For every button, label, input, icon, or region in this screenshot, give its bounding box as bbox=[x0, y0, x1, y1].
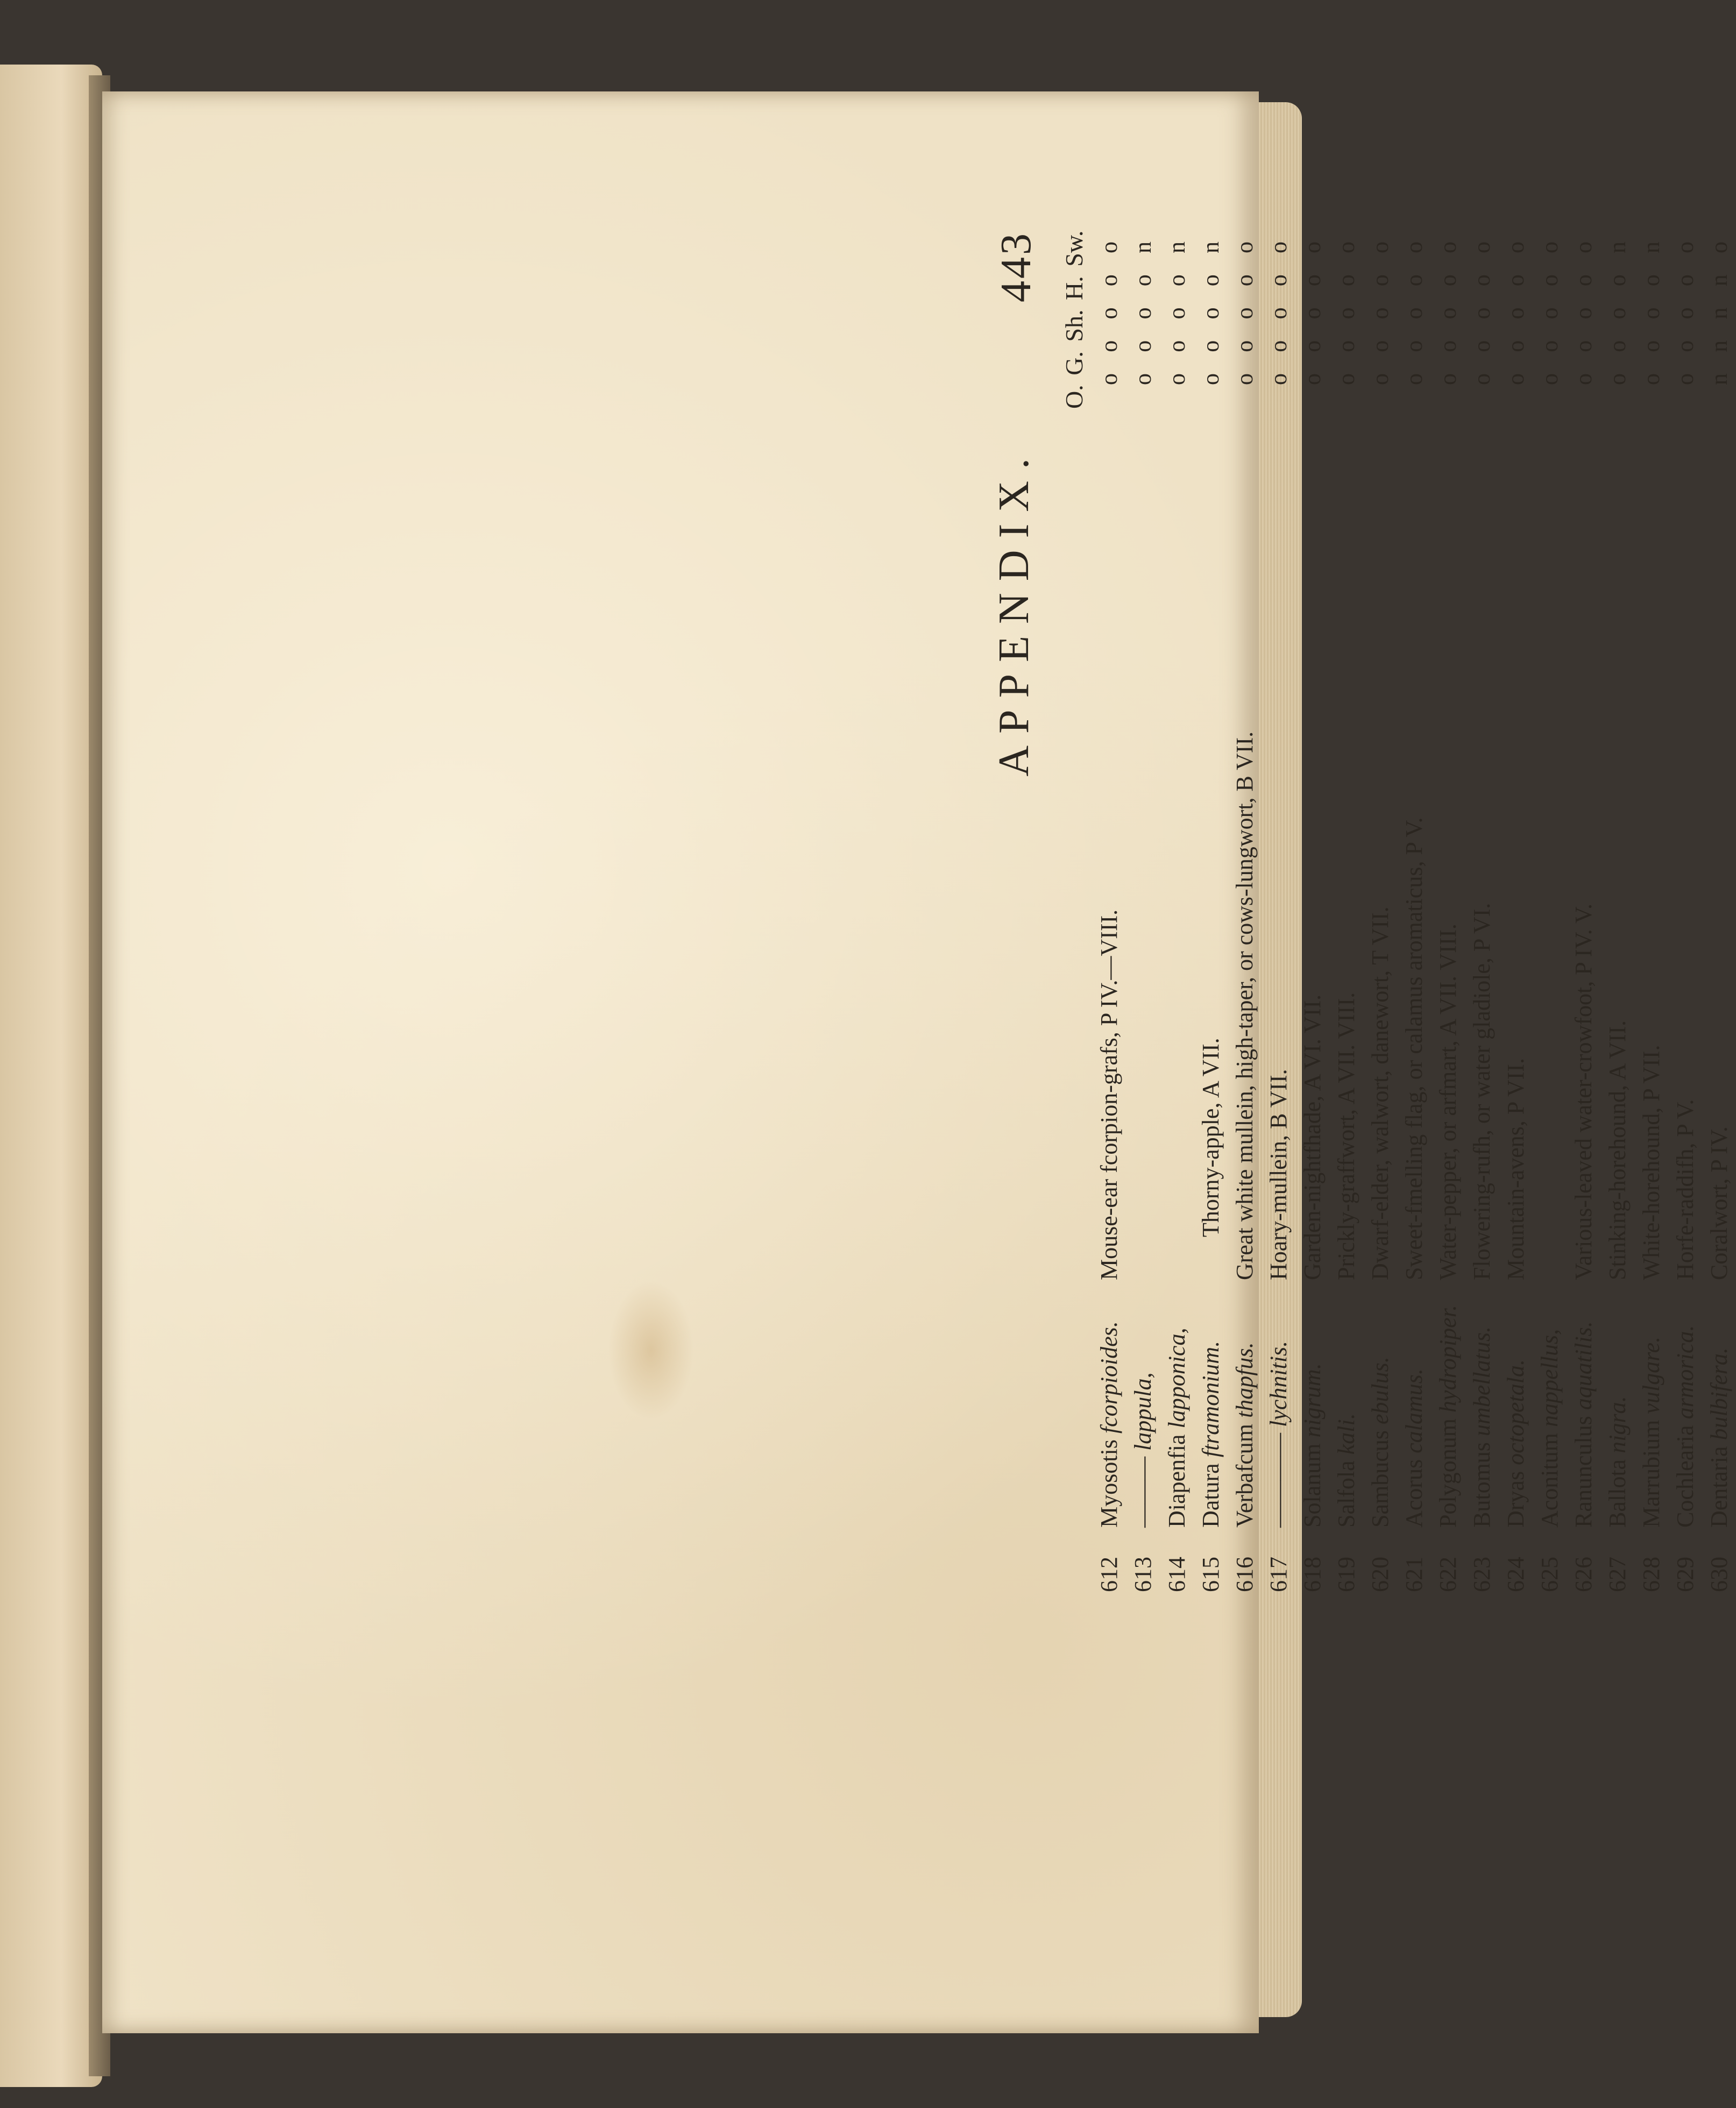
region-mark: o bbox=[1401, 274, 1427, 287]
english-name: Mouse-ear fcorpion-grafs, P IV.—VIII. bbox=[1096, 909, 1122, 1280]
region-mark: o bbox=[1503, 274, 1529, 287]
entry-number: 618 bbox=[1299, 1557, 1326, 1592]
region-mark: o bbox=[1503, 307, 1529, 320]
table-row bbox=[1262, 231, 1295, 1592]
region-marks bbox=[1668, 231, 1702, 395]
species-name: octopetala. bbox=[1503, 1359, 1529, 1465]
species-name: ebulus. bbox=[1367, 1357, 1393, 1425]
region-mark: o bbox=[1469, 307, 1495, 320]
region-mark: o bbox=[1570, 274, 1597, 287]
species-name: lappula, bbox=[1130, 1372, 1156, 1451]
region-mark: o bbox=[1401, 307, 1427, 320]
entry-number: 614 bbox=[1164, 1557, 1190, 1592]
genus-name: Ballota bbox=[1604, 1459, 1631, 1528]
english-name: Dwarf-elder, walwort, danewort, T VII. bbox=[1367, 906, 1393, 1280]
region-marks bbox=[1465, 231, 1499, 395]
english-name: Mountain-avens, P VII. bbox=[1503, 1057, 1529, 1280]
region-marks bbox=[1194, 231, 1228, 395]
latin-name bbox=[1397, 1368, 1431, 1528]
region-mark: o bbox=[1265, 274, 1292, 287]
region-mark: o bbox=[1164, 307, 1190, 320]
entry-number: 619 bbox=[1333, 1557, 1359, 1592]
region-mark: o bbox=[1096, 307, 1122, 320]
running-header bbox=[984, 231, 1049, 1592]
region-marks bbox=[1702, 231, 1736, 395]
table-row bbox=[1431, 231, 1465, 1592]
entry-number: 612 bbox=[1096, 1557, 1122, 1592]
region-mark: o bbox=[1130, 307, 1156, 320]
species-name: nappellus, bbox=[1536, 1329, 1563, 1428]
region-mark: o bbox=[1503, 340, 1529, 352]
species-name: umbellatus. bbox=[1469, 1326, 1495, 1437]
region-mark: o bbox=[1367, 274, 1393, 287]
entry-number: 624 bbox=[1503, 1557, 1529, 1592]
region-mark: n bbox=[1706, 373, 1732, 385]
english-name: Hoary-mullein, B VII. bbox=[1265, 1069, 1292, 1280]
latin-name bbox=[1160, 1328, 1194, 1528]
entry-number: 615 bbox=[1198, 1557, 1224, 1592]
region-mark: o bbox=[1333, 274, 1359, 287]
region-mark: o bbox=[1435, 373, 1461, 385]
latin-name bbox=[1533, 1329, 1567, 1528]
page-number: 443 bbox=[993, 231, 1040, 302]
genus-name: Butomus bbox=[1469, 1442, 1495, 1528]
region-mark: n bbox=[1130, 242, 1156, 253]
genus-name: Polygonum bbox=[1435, 1418, 1461, 1528]
entry-number: 629 bbox=[1672, 1557, 1698, 1592]
region-mark: o bbox=[1536, 274, 1563, 287]
latin-name bbox=[1228, 1342, 1262, 1528]
region-mark: o bbox=[1401, 242, 1427, 253]
region-mark: o bbox=[1265, 242, 1292, 253]
region-marks bbox=[1567, 231, 1600, 395]
species-name: ftramonium. bbox=[1198, 1340, 1224, 1458]
region-marks bbox=[1295, 231, 1329, 395]
table-row bbox=[1702, 231, 1736, 1592]
table-row bbox=[1397, 231, 1431, 1592]
region-mark: o bbox=[1638, 307, 1664, 320]
species-name: thapfus. bbox=[1231, 1342, 1258, 1418]
english-name: White-horehound, P VII. bbox=[1638, 1045, 1664, 1280]
genus-name: Aconitum bbox=[1536, 1433, 1563, 1528]
latin-name bbox=[1567, 1321, 1600, 1528]
english-name: Horfe-raddifh, P V. bbox=[1672, 1099, 1698, 1280]
genus-name: Ranunculus bbox=[1570, 1416, 1597, 1528]
table-row bbox=[1567, 231, 1600, 1592]
region-mark: o bbox=[1231, 274, 1258, 287]
region-marks bbox=[1431, 231, 1465, 395]
region-mark: o bbox=[1333, 242, 1359, 253]
english-name: Garden-nightfhade, A VI. VII. bbox=[1299, 994, 1326, 1280]
latin-name bbox=[1262, 1341, 1295, 1528]
facing-page-edge bbox=[0, 65, 102, 2087]
region-mark: o bbox=[1435, 274, 1461, 287]
species-name: kali. bbox=[1333, 1413, 1359, 1455]
entry-number: 620 bbox=[1367, 1557, 1393, 1592]
region-marks bbox=[1329, 231, 1363, 395]
species-name: lychnitis. bbox=[1265, 1340, 1292, 1427]
region-mark: n bbox=[1706, 307, 1732, 320]
region-mark: o bbox=[1164, 373, 1190, 385]
table-row bbox=[1329, 231, 1363, 1592]
running-title: APPENDIX. bbox=[990, 446, 1038, 777]
region-mark: o bbox=[1536, 242, 1563, 253]
region-marks bbox=[1499, 231, 1533, 395]
entry-number: 621 bbox=[1401, 1557, 1427, 1592]
species-name: armorica. bbox=[1672, 1325, 1698, 1419]
region-mark: n bbox=[1706, 340, 1732, 352]
region-mark: o bbox=[1198, 340, 1224, 352]
table-row bbox=[1160, 231, 1194, 1592]
region-mark: o bbox=[1231, 373, 1258, 385]
region-marks bbox=[1092, 231, 1126, 395]
region-mark: o bbox=[1164, 274, 1190, 287]
region-mark: o bbox=[1265, 373, 1292, 385]
english-name: Coralwort, P IV. bbox=[1706, 1126, 1732, 1280]
region-mark: o bbox=[1672, 340, 1698, 352]
rotated-text-block bbox=[984, 230, 1732, 1592]
english-name: Great white mullein, high-taper, or cows-lungwort, B VII. bbox=[1231, 731, 1258, 1280]
table-row bbox=[1668, 231, 1702, 1592]
genus-name: Acorus bbox=[1401, 1459, 1427, 1528]
species-name: nigrum. bbox=[1299, 1363, 1326, 1438]
english-name: Flowering-rufh, or water gladiole, P VI. bbox=[1469, 903, 1495, 1280]
species-name: lapponica, bbox=[1164, 1328, 1190, 1429]
species-name: fcorpioides. bbox=[1096, 1321, 1122, 1434]
english-name: Sweet-fmelling flag, or calamus aromaticus, P V. bbox=[1401, 817, 1427, 1280]
region-mark: o bbox=[1638, 373, 1664, 385]
region-mark: o bbox=[1604, 274, 1631, 287]
region-mark: o bbox=[1469, 340, 1495, 352]
genus-name: ———— bbox=[1265, 1433, 1292, 1528]
region-mark: o bbox=[1367, 307, 1393, 320]
region-mark: o bbox=[1096, 274, 1122, 287]
region-mark: o bbox=[1164, 340, 1190, 352]
genus-name: Datura bbox=[1198, 1463, 1224, 1528]
genus-name: Marrubium bbox=[1638, 1419, 1664, 1528]
table-row bbox=[1295, 231, 1329, 1592]
region-mark: o bbox=[1672, 242, 1698, 253]
entry-number: 613 bbox=[1130, 1557, 1156, 1592]
table-row bbox=[1600, 231, 1634, 1592]
latin-name bbox=[1668, 1325, 1702, 1528]
region-mark: o bbox=[1367, 373, 1393, 385]
region-mark: o bbox=[1536, 307, 1563, 320]
region-mark: o bbox=[1672, 373, 1698, 385]
genus-name: Myosotis bbox=[1096, 1439, 1122, 1528]
region-mark: o bbox=[1367, 340, 1393, 352]
region-mark: n bbox=[1198, 242, 1224, 253]
latin-name bbox=[1363, 1357, 1397, 1528]
region-mark: o bbox=[1672, 307, 1698, 320]
genus-name: Cochlearia bbox=[1672, 1425, 1698, 1528]
region-mark: o bbox=[1401, 340, 1427, 352]
region-marks bbox=[1533, 231, 1567, 395]
region-mark: o bbox=[1265, 307, 1292, 320]
region-mark: o bbox=[1198, 307, 1224, 320]
plant-list bbox=[1092, 231, 1736, 1592]
species-name: bulbifera. bbox=[1706, 1347, 1732, 1440]
region-mark: o bbox=[1333, 340, 1359, 352]
region-mark: o bbox=[1299, 373, 1326, 385]
region-mark: o bbox=[1435, 307, 1461, 320]
region-mark: o bbox=[1299, 242, 1326, 253]
region-mark: o bbox=[1096, 242, 1122, 253]
region-mark: o bbox=[1096, 340, 1122, 352]
entry-number: 622 bbox=[1435, 1557, 1461, 1592]
genus-name: Verbafcum bbox=[1231, 1423, 1258, 1528]
region-mark: o bbox=[1299, 340, 1326, 352]
region-mark: o bbox=[1469, 242, 1495, 253]
region-marks bbox=[1262, 231, 1295, 395]
entry-number: 627 bbox=[1604, 1557, 1631, 1592]
genus-name: Solanum bbox=[1299, 1443, 1326, 1528]
latin-name bbox=[1194, 1341, 1228, 1528]
region-mark: o bbox=[1130, 274, 1156, 287]
genus-name: ——— bbox=[1130, 1457, 1156, 1528]
species-name: hydropiper. bbox=[1435, 1305, 1461, 1413]
region-mark: o bbox=[1604, 373, 1631, 385]
entry-number: 630 bbox=[1706, 1557, 1732, 1592]
table-row bbox=[1634, 231, 1668, 1592]
column-header: O. G. Sh. H. Sw. bbox=[1060, 230, 1088, 409]
region-mark: o bbox=[1096, 373, 1122, 385]
region-mark: o bbox=[1130, 373, 1156, 385]
latin-name bbox=[1431, 1305, 1465, 1528]
region-marks bbox=[1600, 231, 1634, 395]
table-row bbox=[1363, 231, 1397, 1592]
region-marks bbox=[1126, 231, 1160, 395]
species-name: nigra. bbox=[1604, 1396, 1631, 1453]
latin-name bbox=[1499, 1359, 1533, 1528]
region-mark: o bbox=[1469, 373, 1495, 385]
region-mark: o bbox=[1672, 274, 1698, 287]
region-mark: o bbox=[1638, 274, 1664, 287]
region-mark: o bbox=[1401, 373, 1427, 385]
region-mark: n bbox=[1164, 242, 1190, 253]
region-marks bbox=[1363, 231, 1397, 395]
genus-name: Sambucus bbox=[1367, 1430, 1393, 1528]
region-mark: n bbox=[1706, 274, 1732, 287]
english-name: Thorny-apple, A VII. bbox=[1198, 1038, 1224, 1237]
region-mark: o bbox=[1570, 340, 1597, 352]
paper-stain bbox=[608, 1280, 694, 1420]
species-name: vulgare. bbox=[1638, 1336, 1664, 1414]
genus-name: Diapenfia bbox=[1164, 1434, 1190, 1528]
region-mark: o bbox=[1469, 274, 1495, 287]
region-mark: n bbox=[1604, 242, 1631, 253]
region-marks bbox=[1160, 231, 1194, 395]
region-mark: o bbox=[1231, 307, 1258, 320]
region-mark: o bbox=[1435, 340, 1461, 352]
entry-number: 625 bbox=[1536, 1557, 1563, 1592]
region-mark: o bbox=[1503, 373, 1529, 385]
region-mark: o bbox=[1299, 274, 1326, 287]
latin-name bbox=[1329, 1413, 1363, 1528]
english-name: Various-leaved water-crowfoot, P IV. V. bbox=[1570, 903, 1597, 1280]
region-mark: o bbox=[1231, 340, 1258, 352]
entry-number: 628 bbox=[1638, 1557, 1664, 1592]
english-name: Stinking-horehound, A VII. bbox=[1604, 1020, 1631, 1280]
table-row bbox=[1092, 231, 1126, 1592]
entry-number: 626 bbox=[1570, 1557, 1597, 1592]
region-mark: o bbox=[1130, 340, 1156, 352]
region-mark: o bbox=[1231, 242, 1258, 253]
region-mark: o bbox=[1604, 340, 1631, 352]
region-mark: o bbox=[1367, 242, 1393, 253]
latin-name bbox=[1702, 1347, 1736, 1528]
genus-name: Salfola bbox=[1333, 1460, 1359, 1528]
region-mark: o bbox=[1706, 242, 1732, 253]
entry-number: 617 bbox=[1265, 1557, 1292, 1592]
region-mark: o bbox=[1299, 307, 1326, 320]
region-mark: o bbox=[1198, 373, 1224, 385]
region-mark: o bbox=[1333, 373, 1359, 385]
region-mark: o bbox=[1503, 242, 1529, 253]
region-mark: o bbox=[1536, 373, 1563, 385]
entry-number: 623 bbox=[1469, 1557, 1495, 1592]
region-marks bbox=[1397, 231, 1431, 395]
genus-name: Dryas bbox=[1503, 1471, 1529, 1528]
region-mark: o bbox=[1536, 340, 1563, 352]
region-mark: o bbox=[1198, 274, 1224, 287]
table-row bbox=[1194, 231, 1228, 1592]
table-row bbox=[1533, 231, 1567, 1592]
region-mark: o bbox=[1604, 307, 1631, 320]
latin-name bbox=[1092, 1321, 1126, 1528]
table-row bbox=[1465, 231, 1499, 1592]
region-mark: o bbox=[1638, 340, 1664, 352]
table-row bbox=[1228, 231, 1262, 1592]
region-mark: o bbox=[1570, 242, 1597, 253]
english-name: Prickly-graffwort, A VII. VIII. bbox=[1333, 992, 1359, 1280]
species-name: calamus. bbox=[1401, 1368, 1427, 1453]
region-mark: o bbox=[1333, 307, 1359, 320]
latin-name bbox=[1126, 1373, 1160, 1528]
species-name: aquatilis. bbox=[1570, 1321, 1597, 1410]
region-mark: o bbox=[1570, 307, 1597, 320]
genus-name: Dentaria bbox=[1706, 1446, 1732, 1528]
latin-name bbox=[1634, 1337, 1668, 1528]
latin-name bbox=[1295, 1363, 1329, 1528]
region-marks bbox=[1228, 231, 1262, 395]
table-row bbox=[1126, 231, 1160, 1592]
region-mark: n bbox=[1638, 242, 1664, 253]
latin-name bbox=[1600, 1396, 1634, 1528]
region-mark: o bbox=[1435, 242, 1461, 253]
latin-name bbox=[1465, 1326, 1499, 1528]
region-marks bbox=[1634, 231, 1668, 395]
region-mark: o bbox=[1570, 373, 1597, 385]
region-mark: o bbox=[1265, 340, 1292, 352]
entry-number: 616 bbox=[1231, 1557, 1258, 1592]
english-name: Water-pepper, or arfmart, A VII. VIII. bbox=[1435, 924, 1461, 1280]
table-row bbox=[1499, 231, 1533, 1592]
